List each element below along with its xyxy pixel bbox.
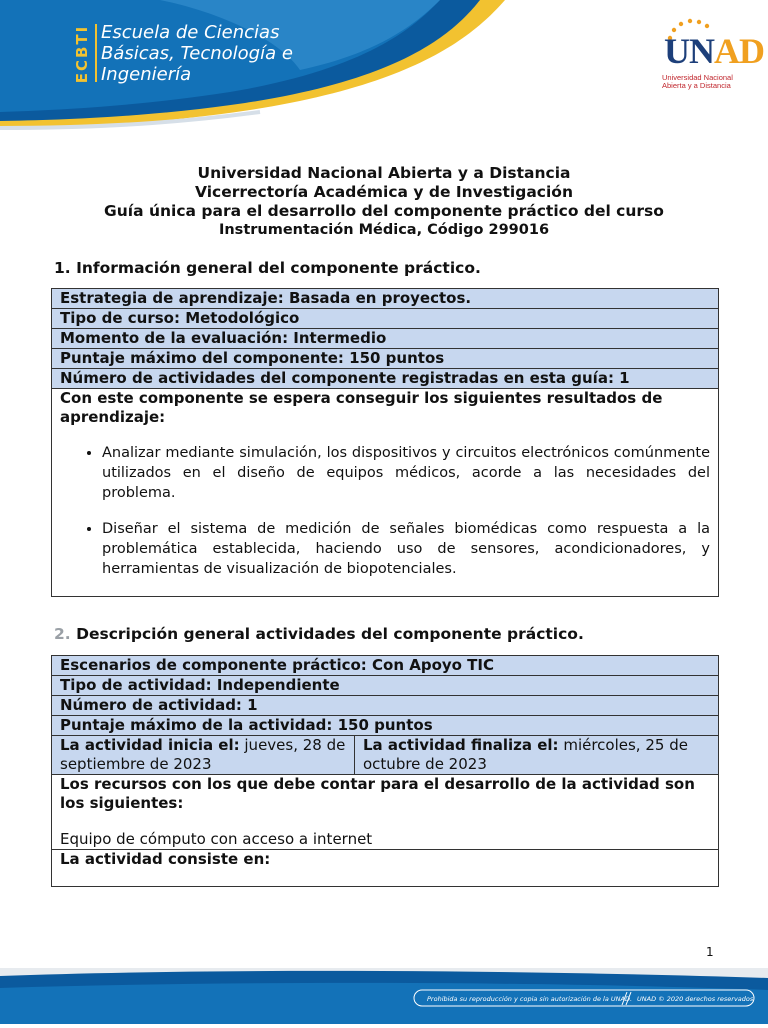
section2-heading <box>54 625 584 643</box>
ecbti-logo-text: ECBTI <box>73 24 91 84</box>
learning-results-cell <box>52 389 719 597</box>
activity-row: Tipo de actividad: Independiente <box>52 676 719 696</box>
section1-heading <box>54 259 481 277</box>
logo-wordmark: UNAD <box>664 31 764 71</box>
section2-heading-text: Descripción general actividades del componente práctico. <box>76 625 584 643</box>
activity-start-value: jueves, 28 de septiembre de 2023 <box>60 736 346 773</box>
learning-results-intro: Con este componente se espera conseguir los siguientes resultados de aprendizaje: <box>60 389 663 426</box>
activity-row: Número de actividad: 1 <box>52 696 719 716</box>
resources-cell <box>52 775 719 850</box>
activity-start-label: La actividad inicia el: <box>60 736 240 754</box>
school-name-line: Básicas, Tecnología e <box>101 43 293 64</box>
activity-end-cell <box>355 736 719 775</box>
document-title-block <box>40 164 728 240</box>
ecbti-divider <box>95 24 97 82</box>
footer-copyright: UNAD © 2020 derechos reservados <box>637 995 754 1003</box>
info-row: Puntaje máximo del componente: 150 puntos <box>52 349 719 369</box>
title-line: Universidad Nacional Abierta y a Distancia <box>197 164 571 182</box>
page-header <box>0 0 768 150</box>
page-number: 1 <box>706 945 714 959</box>
school-name-line: Ingeniería <box>101 64 192 85</box>
activity-end-label: La actividad finaliza el: <box>363 736 559 754</box>
resources-intro: Los recursos con los que debe contar para el desarrollo de la actividad son los siguientes: <box>60 775 695 812</box>
info-row: Número de actividades del componente registradas en esta guía: 1 <box>52 369 719 389</box>
logo-subtitle: Universidad Nacional Abierta y a Distancia <box>662 73 733 90</box>
list-item: • Analizar mediante simulación, los dispositivos y circuitos electrónicos comúnmente utilizados en el diseño de equipos médicos, acorde a las necesidades del problema. <box>102 443 710 503</box>
resources-value: Equipo de cómputo con acceso a internet <box>60 830 373 848</box>
footer-notice: Prohibida su reproducción y copia sin autorización de la UNAD. <box>427 995 633 1003</box>
unad-logo <box>660 16 764 90</box>
activity-start-cell <box>52 736 355 775</box>
section2-table <box>51 655 719 887</box>
section1-number: 1. <box>54 259 71 277</box>
section2-number: 2. <box>54 625 71 643</box>
section1-table <box>51 288 719 597</box>
info-row: Momento de la evaluación: Intermedio <box>52 329 719 349</box>
school-name <box>101 22 293 85</box>
activity-row: Puntaje máximo de la actividad: 150 puntos <box>52 716 719 736</box>
title-line: Instrumentación Médica, Código 299016 <box>218 222 550 238</box>
info-row: Tipo de curso: Metodológico <box>52 309 719 329</box>
activity-consists-cell: La actividad consiste en: <box>52 850 719 887</box>
title-line: Vicerrectoría Académica y de Investigación <box>195 183 573 201</box>
title-line: Guía única para el desarrollo del componente práctico del curso <box>104 202 664 220</box>
activity-row: Escenarios de componente práctico: Con Apoyo TIC <box>52 656 719 676</box>
info-row: Estrategia de aprendizaje: Basada en proyectos. <box>52 289 719 309</box>
activity-end-value: miércoles, 25 de octubre de 2023 <box>363 736 688 773</box>
list-item: • Diseñar el sistema de medición de señales biomédicas como respuesta a la problemática establecida, haciendo uso de sensores, acondicionadores, y herramientas de visualización de biopotenciales. <box>102 519 710 579</box>
learning-results-list <box>60 443 710 579</box>
section1-heading-text: Información general del componente práctico. <box>76 259 481 277</box>
school-name-line: Escuela de Ciencias <box>101 22 280 43</box>
